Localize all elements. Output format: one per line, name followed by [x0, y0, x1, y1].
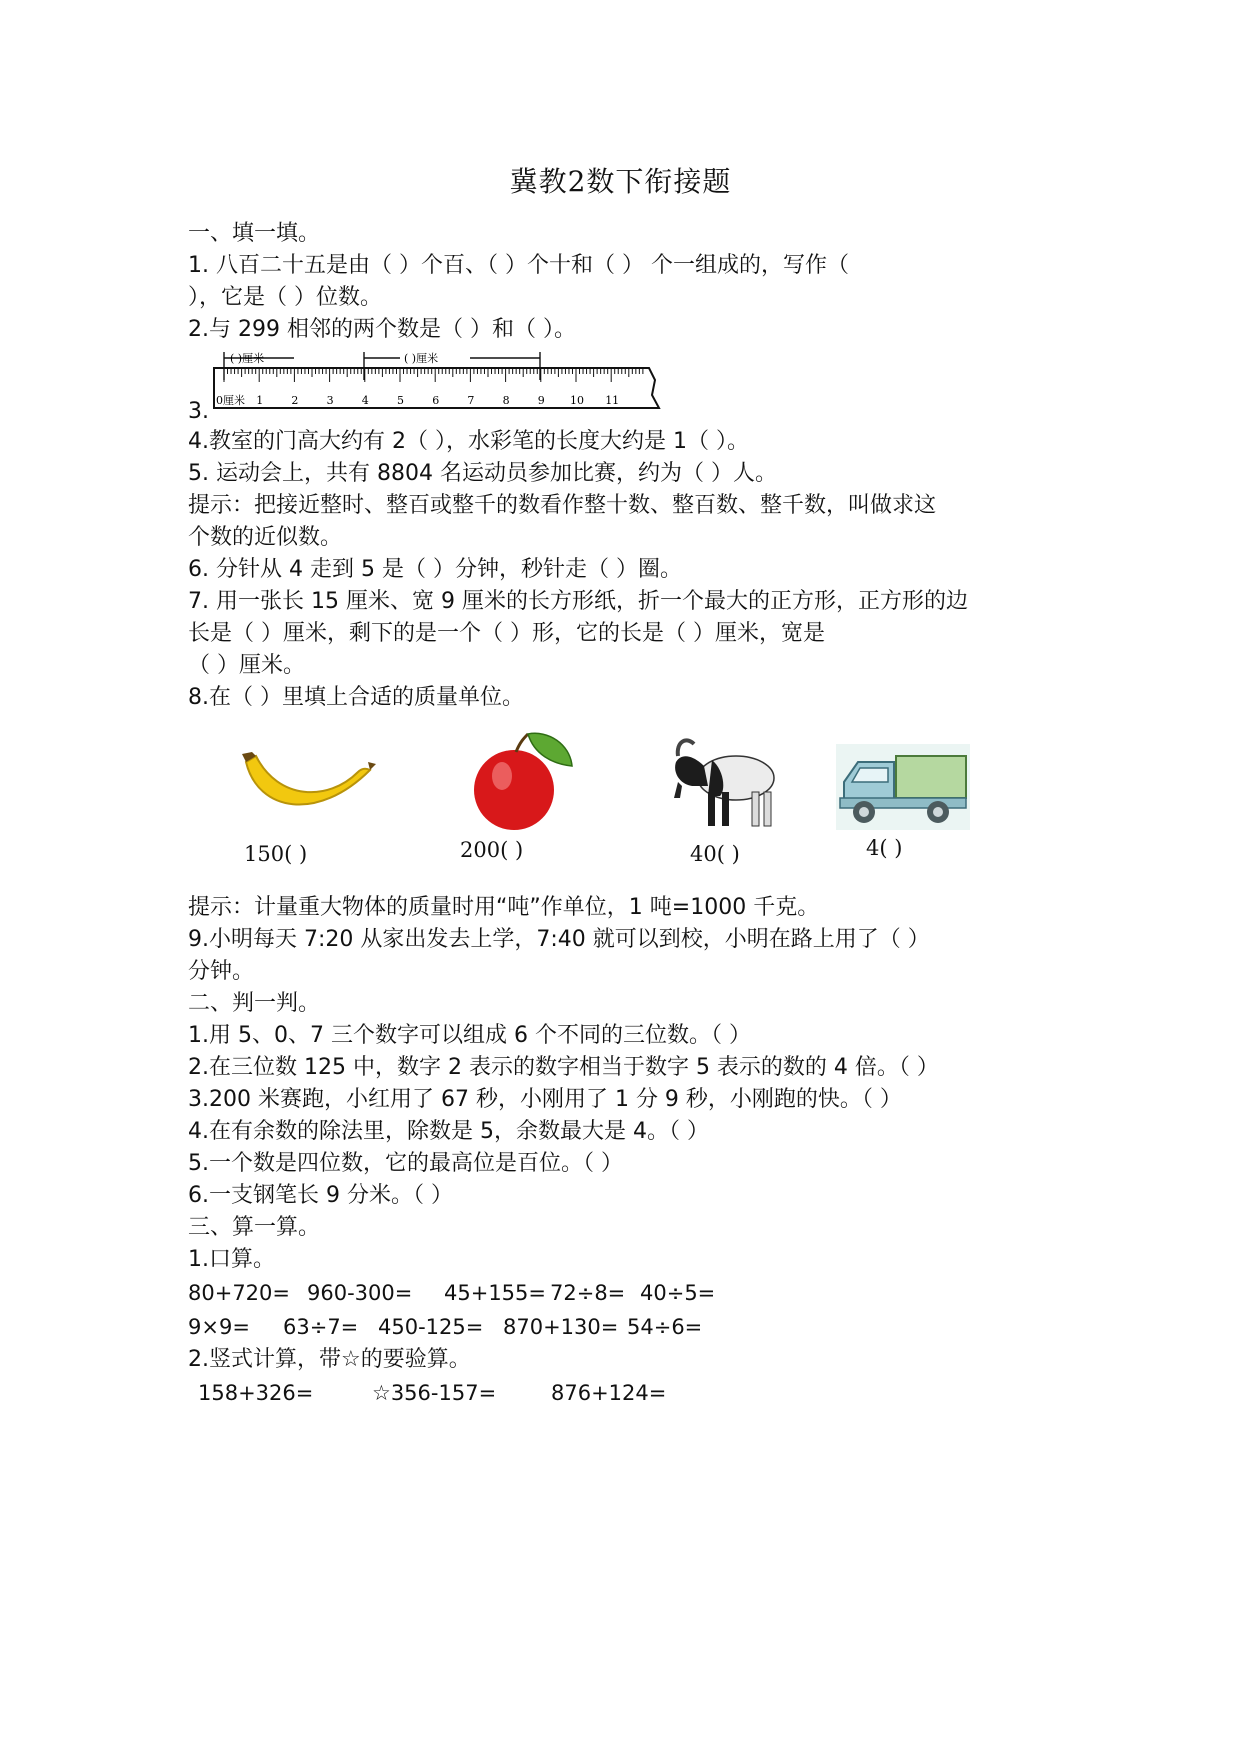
truck-caption: 4( ): [866, 836, 903, 860]
truck-icon: [834, 742, 972, 832]
question-7-line-3: （ ）厘米。: [188, 653, 305, 678]
goat-caption: 40( ): [690, 842, 740, 866]
ruler-label-left: ( )厘米: [230, 352, 265, 365]
vertical-calc-item: 876+124=: [551, 1381, 667, 1405]
vertical-calc-heading: 2.竖式计算，带☆的要验算。: [188, 1347, 471, 1372]
ruler-number: 3: [326, 394, 334, 407]
calc-item: 870+130=: [503, 1315, 619, 1339]
question-9-line-1: 9.小明每天 7:20 从家出发去上学，7:40 就可以到校，小明在路上用了（ ）: [188, 927, 930, 952]
ruler-number: 8: [502, 394, 510, 407]
judge-item-5: 5.一个数是四位数，它的最高位是百位。（ ）: [188, 1151, 623, 1176]
question-1-line-1: 1. 八百二十五是由（ ）个百、（ ）个十和（ ） 个一组成的，写作（: [188, 253, 849, 278]
question-3-number: 3.: [188, 399, 209, 424]
judge-item-4: 4.在有余数的除法里，除数是 5，余数最大是 4。（ ）: [188, 1119, 709, 1144]
calc-item: 9×9=: [188, 1315, 250, 1339]
ruler-figure: [212, 350, 667, 418]
calc-item: 72÷8=: [550, 1281, 626, 1305]
question-7-line-1: 7. 用一张长 15 厘米、宽 9 厘米的长方形纸，折一个最大的正方形，正方形的边: [188, 589, 968, 614]
question-5: 5. 运动会上，共有 8804 名运动员参加比赛，约为（ ）人。: [188, 461, 777, 486]
judge-item-1: 1.用 5、0、7 三个数字可以组成 6 个不同的三位数。（ ）: [188, 1023, 751, 1048]
ruler-label-right: ( )厘米: [404, 352, 439, 365]
calc-item: 960-300=: [307, 1281, 413, 1305]
question-2: 2.与 299 相邻的两个数是（ ）和（ ）。: [188, 317, 576, 342]
ruler-number: 9: [537, 394, 545, 407]
calc-item: 80+720=: [188, 1281, 290, 1305]
question-1-line-2: ），它是（ ）位数。: [188, 285, 382, 310]
ruler-number: 7: [467, 394, 475, 407]
ruler-number: 6: [432, 394, 440, 407]
banana-caption: 150( ): [244, 842, 308, 866]
page-title: 冀教2数下衔接题: [509, 165, 732, 198]
question-4: 4.教室的门高大约有 2（ ），水彩笔的长度大约是 1（ ）。: [188, 429, 749, 454]
hint-2: 提示：计量重大物体的质量时用“吨”作单位，1 吨=1000 千克。: [188, 895, 820, 920]
section-heading-fill: 一、填一填。: [188, 221, 321, 246]
hint-1-line-2: 个数的近似数。: [188, 525, 343, 550]
goat-icon: [664, 730, 784, 834]
ruler-number: 11: [605, 394, 620, 407]
calc-item: 45+155=: [444, 1281, 546, 1305]
judge-item-6: 6.一支钢笔长 9 分米。（ ）: [188, 1183, 453, 1208]
banana-icon: [238, 742, 378, 832]
calc-item: 54÷6=: [627, 1315, 703, 1339]
ruler-number: 1: [256, 394, 264, 407]
apple-icon: [462, 728, 592, 836]
calc-item: 63÷7=: [283, 1315, 359, 1339]
judge-item-2: 2.在三位数 125 中，数字 2 表示的数字相当于数字 5 表示的数的 4 倍。（ ）: [188, 1055, 939, 1080]
hint-1-line-1: 提示：把接近整时、整百或整千的数看作整十数、整百数、整千数，叫做求这: [188, 493, 937, 518]
judge-item-3: 3.200 米赛跑，小红用了 67 秒，小刚用了 1 分 9 秒，小刚跑的快。（ ）: [188, 1087, 902, 1112]
apple-caption: 200( ): [460, 838, 524, 862]
ruler-number: 5: [397, 394, 404, 407]
section-heading-calc: 三、算一算。: [188, 1215, 321, 1240]
mental-math-heading: 1.口算。: [188, 1247, 275, 1272]
question-9-line-2: 分钟。: [188, 959, 255, 984]
ruler-number: 4: [361, 394, 369, 407]
ruler-number: 2: [291, 394, 299, 407]
question-6: 6. 分针从 4 走到 5 是（ ）分钟，秒针走（ ）圈。: [188, 557, 682, 582]
calc-item: 40÷5=: [640, 1281, 716, 1305]
calc-item: 450-125=: [378, 1315, 484, 1339]
vertical-calc-item: ☆356-157=: [372, 1381, 497, 1405]
vertical-calc-item: 158+326=: [198, 1381, 314, 1405]
section-heading-judge: 二、判一判。: [188, 991, 321, 1016]
ruler-number: 10: [570, 394, 584, 407]
ruler-zero-label: 0厘米: [216, 394, 245, 407]
question-8: 8.在（ ）里填上合适的质量单位。: [188, 685, 524, 710]
question-7-line-2: 长是（ ）厘米，剩下的是一个（ ）形，它的长是（ ）厘米，宽是: [188, 621, 825, 646]
